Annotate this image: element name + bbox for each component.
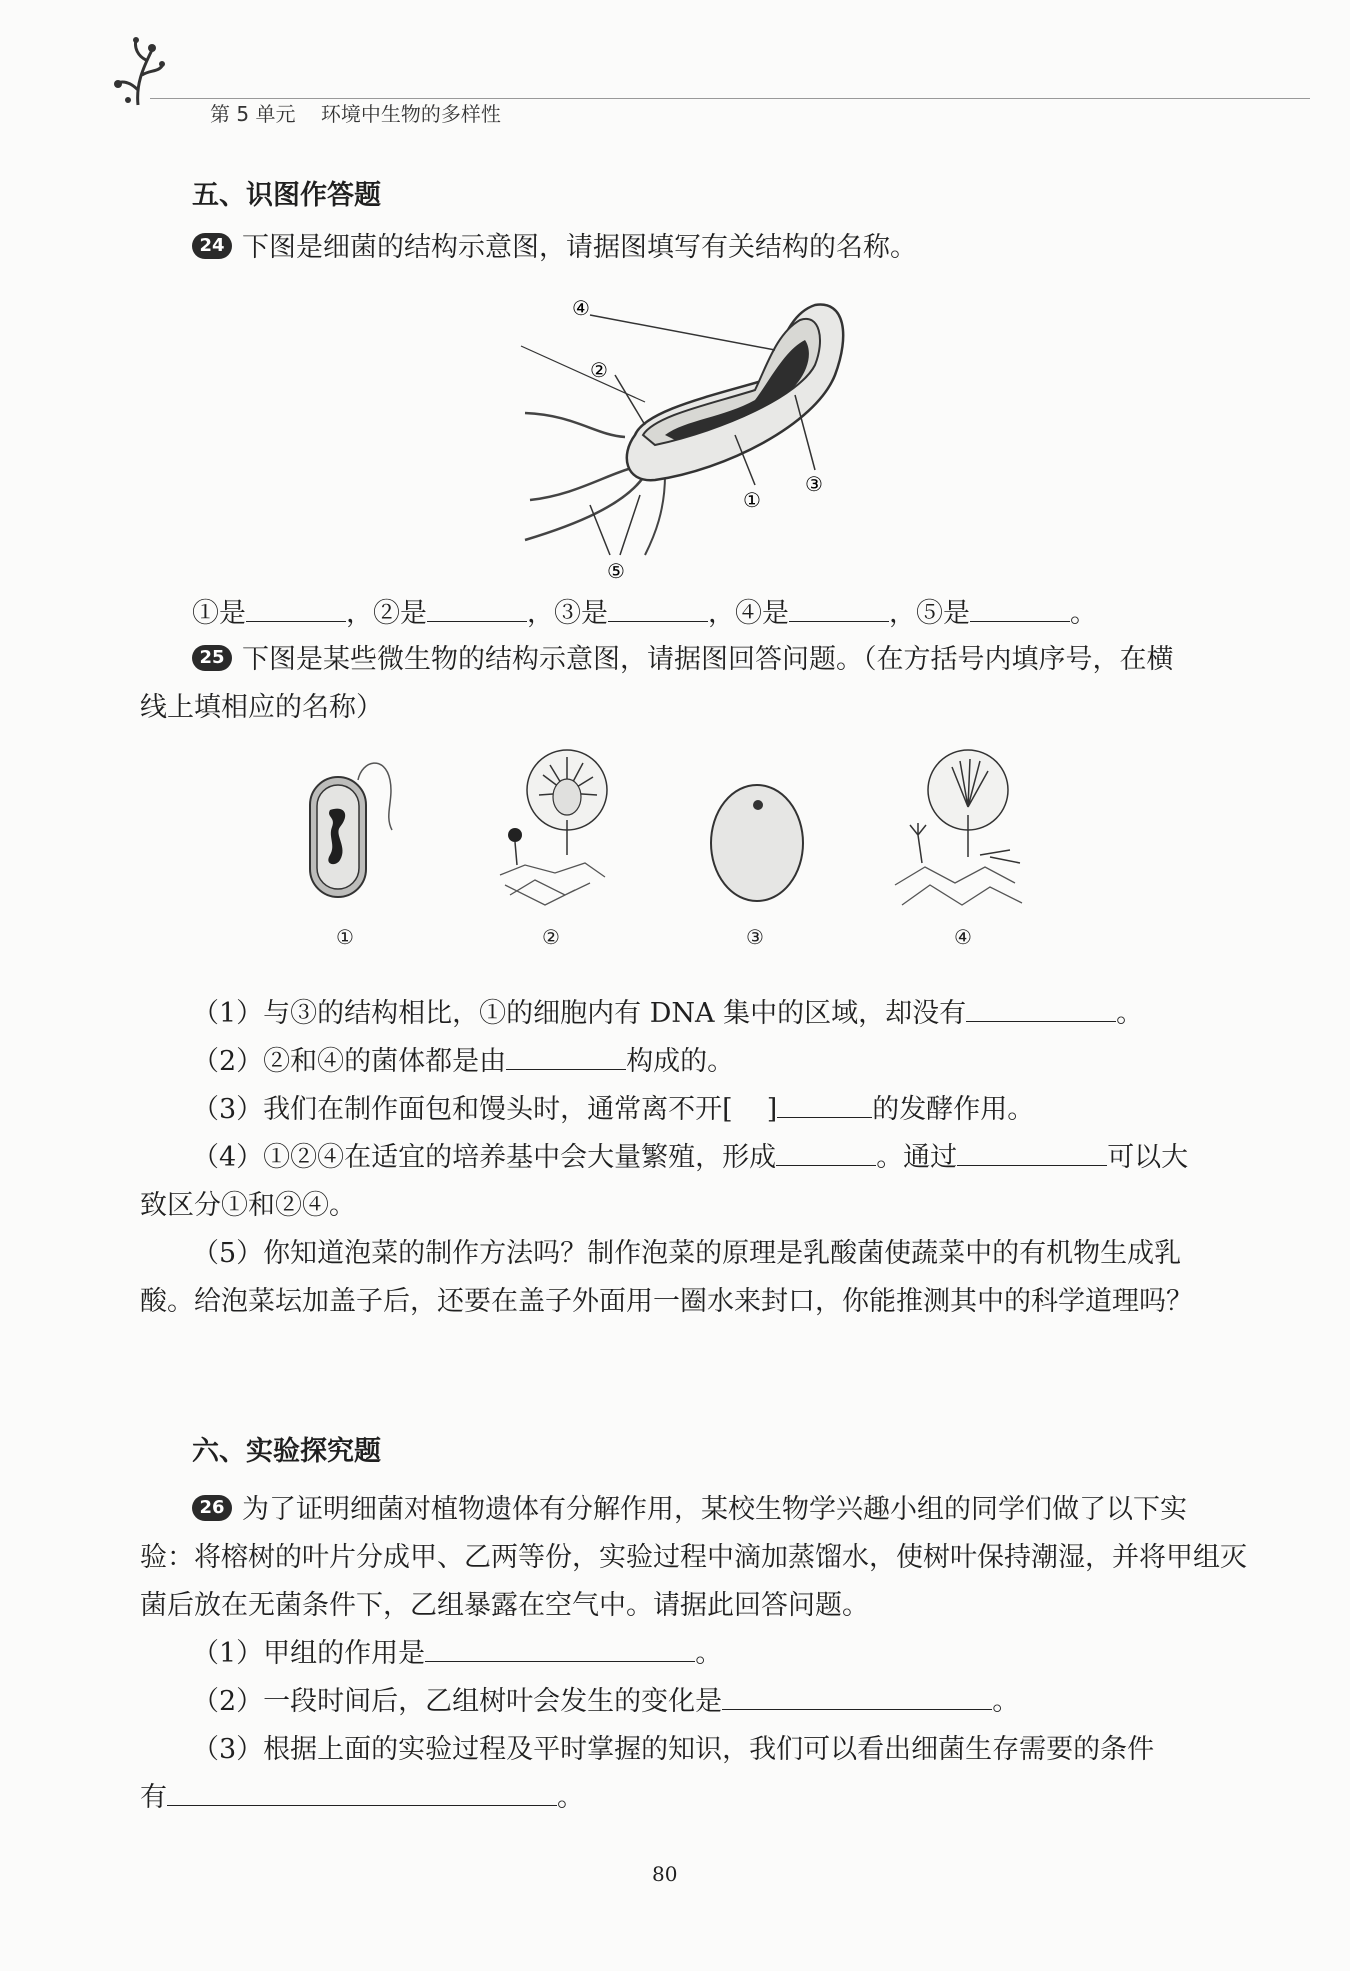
q26-s2-text: （2）一段时间后，乙组树叶会发生的变化是 [192,1686,723,1717]
diagram-label-2: ② [590,358,608,382]
diagram-label-3: ③ [805,472,823,496]
diagram-label-1: ① [743,488,761,512]
section5-title: 五、识图作答题 [192,180,381,211]
answer-1-blank[interactable] [246,595,346,622]
q25-s2-text: （2）②和④的菌体都是由 [192,1046,507,1077]
q25-sub-2 [192,1042,734,1082]
q25-s3-bracket-close: ] [766,1094,778,1125]
answer-end: 。 [1070,598,1097,629]
q26-stem [192,1490,1187,1530]
q26-s3-end: 。 [557,1782,584,1813]
unit-label: 第 5 单元 [210,102,296,126]
answer-5-blank[interactable] [970,595,1070,622]
answer-2-blank[interactable] [427,595,527,622]
q26-sub-3-cont [140,1778,584,1818]
q24-number-badge: 24 [192,233,232,259]
q24-text: 下图是细菌的结构示意图，请据图填写有关结构的名称。 [242,232,917,263]
q25-s3-blank[interactable] [777,1091,872,1118]
q26-number-badge: 26 [192,1495,232,1521]
q26-s3-blank[interactable] [167,1779,557,1806]
q24-stem [192,228,917,268]
caption-4: ④ [954,925,972,949]
q24-answer-line [192,594,1097,634]
q25-s1-blank[interactable] [966,995,1116,1022]
answer-1-label: ①是 [192,598,246,629]
q25-sub-1 [192,994,1143,1034]
q25-s2-blank[interactable] [506,1043,626,1070]
q26-s1-blank[interactable] [425,1635,695,1662]
q26-s3-lead: 有 [140,1782,167,1813]
q25-s4-blank-2[interactable] [957,1139,1107,1166]
answer-3-blank[interactable] [608,595,708,622]
q26-s1-end: 。 [695,1638,723,1669]
q25-s3-text: （3）我们在制作面包和馒头时，通常离不开[ [192,1094,733,1125]
q25-s1-text: （1）与③的结构相比，①的细胞内有 DNA 集中的区域，却没有 [192,998,967,1029]
q26-text-1: 为了证明细菌对植物遗体有分解作用，某校生物学兴趣小组的同学们做了以下实 [242,1494,1187,1525]
q25-s4-blank-1[interactable] [776,1139,876,1166]
answer-2-label: ，②是 [346,598,427,629]
header-unit [210,98,501,127]
q25-sub-5-cont: 酸。给泡菜坛加盖子后，还要在盖子外面用一圈水来封口，你能推测其中的科学道理吗？ [140,1286,1193,1317]
caption-1: ① [336,925,354,949]
answer-4-blank[interactable] [789,595,889,622]
q25-number-badge: 25 [192,645,232,671]
q26-text-3: 菌后放在无菌条件下，乙组暴露在空气中。请据此回答问题。 [140,1590,869,1621]
answer-5-label: ，⑤是 [889,598,970,629]
q26-s2-blank[interactable] [722,1683,992,1710]
page-number: 80 [652,1862,678,1886]
unit-title: 环境中生物的多样性 [320,102,501,126]
q25-sub-4 [192,1138,1188,1178]
q26-s1-text: （1）甲组的作用是 [192,1638,426,1669]
q25-sub-3 [192,1090,1034,1130]
q25-s4-end: 可以大 [1107,1142,1189,1173]
answer-4-label: ，④是 [708,598,789,629]
q25-s4-text: （4）①②④在适宜的培养基中会大量繁殖，形成 [192,1142,777,1173]
yeast-figure-3 [700,775,810,905]
caption-3: ③ [746,925,764,949]
q25-s2-end: 构成的。 [626,1046,735,1077]
mucor-figure-2 [495,745,615,915]
caption-2: ② [542,925,560,949]
q25-s3-end: 的发酵作用。 [872,1094,1035,1125]
q25-text-1: 下图是某些微生物的结构示意图，请据图回答问题。（在方括号内填序号，在横 [242,644,1174,675]
answer-3-label: ，③是 [527,598,608,629]
penicillium-figure-4 [890,745,1030,920]
diagram-label-4: ④ [572,296,590,320]
section6-title: 六、实验探究题 [192,1436,381,1467]
q25-stem [192,640,1174,680]
q26-text-2: 验：将榕树的叶片分成甲、乙两等份，实验过程中滴加蒸馏水，使树叶保持潮湿，并将甲组灭 [140,1542,1247,1573]
q25-sub-5: （5）你知道泡菜的制作方法吗？制作泡菜的原理是乳酸菌使蔬菜中的有机物生成乳 [192,1238,1182,1269]
bacterium-diagram [515,295,855,585]
q25-sub-4-cont: 致区分①和②④。 [140,1190,356,1221]
q25-s4-mid: 。通过 [876,1142,958,1173]
q26-sub-2 [192,1682,1019,1722]
q25-text-2: 线上填相应的名称） [140,692,383,723]
q26-sub-1 [192,1634,722,1674]
q26-sub-3: （3）根据上面的实验过程及平时掌握的知识，我们可以看出细菌生存需要的条件 [192,1734,1155,1765]
bacterium-figure-1 [300,755,410,905]
q26-s2-end: 。 [992,1686,1020,1717]
q25-s1-end: 。 [1116,998,1144,1029]
diagram-label-5: ⑤ [607,559,625,583]
